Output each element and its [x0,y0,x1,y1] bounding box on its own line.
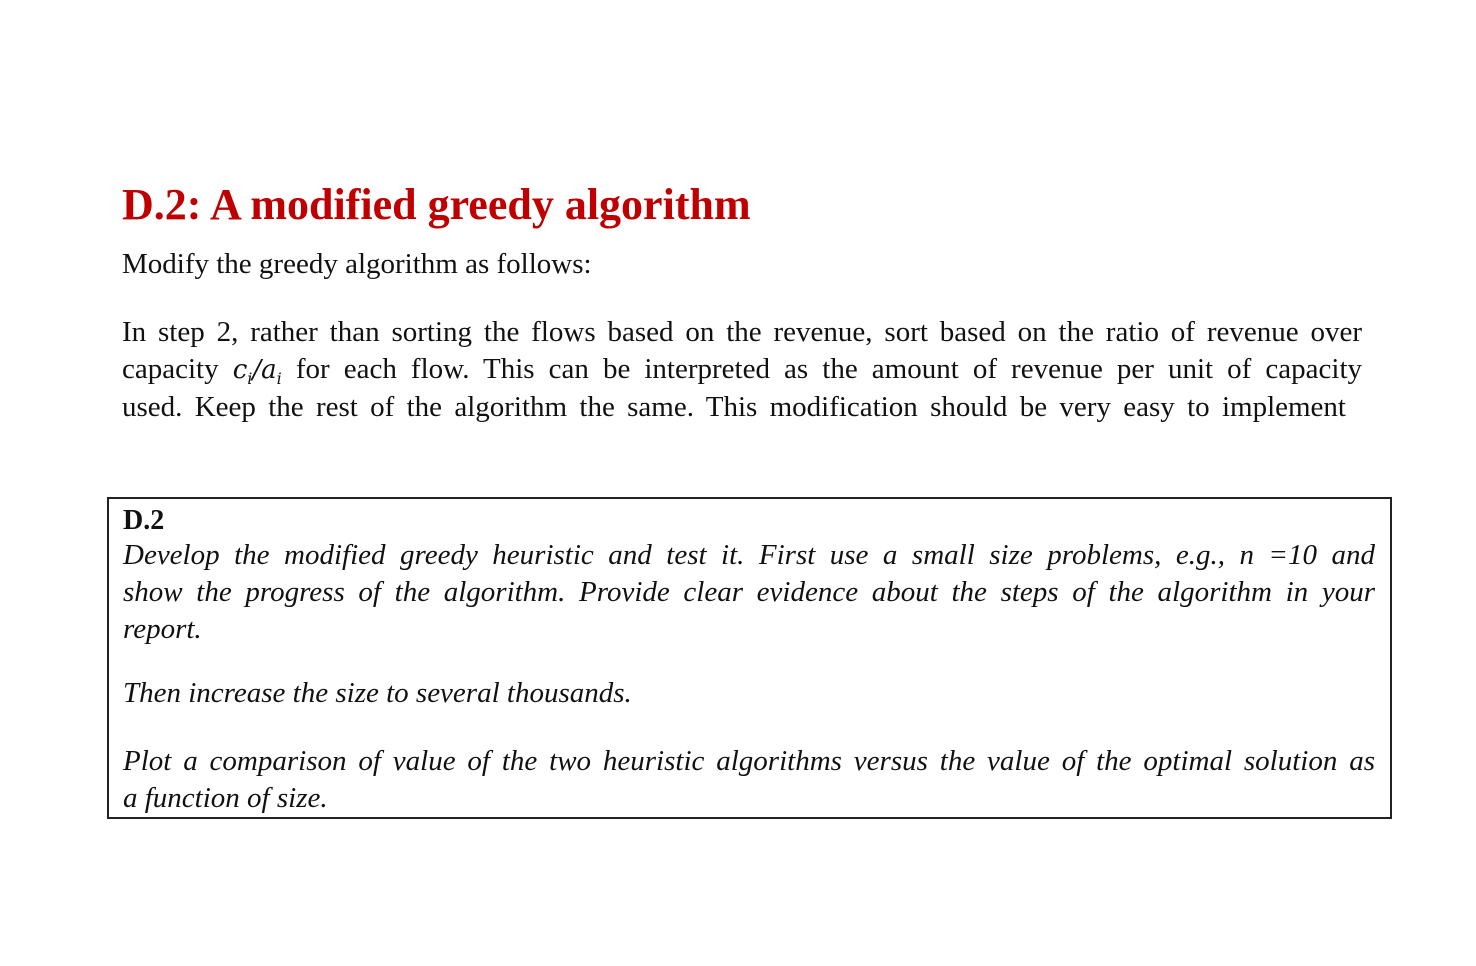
task-p3-line-1: Plot a comparison of value of the two heuristic algorithms versus the value of the optimal solution as [123,745,1375,777]
formula-subscript-i: i [247,369,253,388]
formula-a: a [261,355,277,385]
paragraph-line-2-end: for each flow. This can be interpreted as the amount of revenue per unit of capacity [295,353,1363,385]
paragraph-line-3: used. Keep the rest of the algorithm the same. This modification should be very easy to implement [122,391,1346,423]
paragraph-line-2-start: capacity [122,353,219,385]
section-title: D.2: A modified greedy algorithm [122,180,751,229]
task-paragraph-1 [123,537,1375,648]
task-heading: D.2 [123,505,165,536]
ratio-formula [232,355,282,388]
task-paragraph-2 [123,675,1375,712]
task-p1-line-3: report. [123,613,202,645]
task-p1-line-1: Develop the modified greedy heuristic and test it. First use a small size problems, e.g., n =10 and [123,539,1375,571]
task-p2-line-1: Then increase the size to several thousands. [123,677,632,709]
task-paragraph-3 [123,743,1375,817]
formula-subscript-i-2: i [276,369,282,388]
formula-slash: / [252,355,262,385]
intro-text: Modify the greedy algorithm as follows: [122,248,592,280]
task-p3-line-2: a function of size. [123,782,328,814]
task-box [107,497,1392,819]
formula-c: c [232,355,248,385]
description-paragraph [122,314,1362,426]
task-p1-line-2: show the progress of the algorithm. Provide clear evidence about the steps of the algorithm in your [123,576,1375,608]
paragraph-line-2 [122,351,1362,389]
paragraph-line-1: In step 2, rather than sorting the flows based on the revenue, sort based on the ratio of revenue over [122,316,1362,348]
